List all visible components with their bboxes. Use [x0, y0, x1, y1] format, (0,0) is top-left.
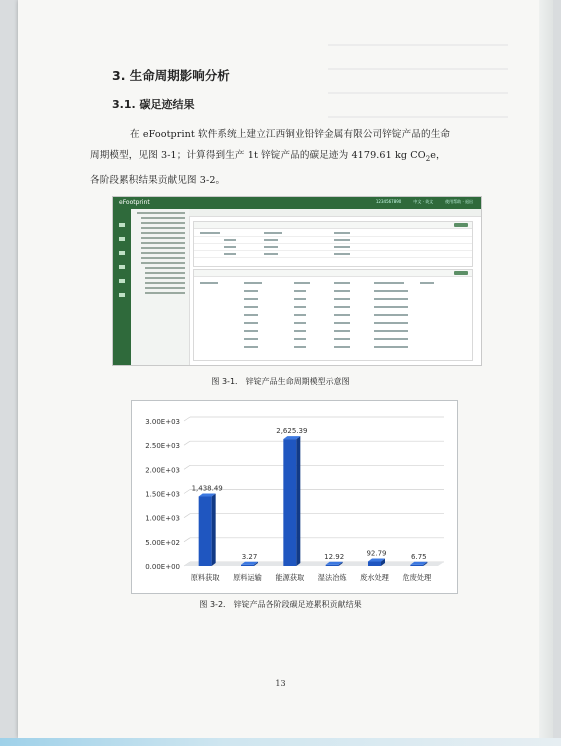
bar-side [296, 436, 300, 566]
chart-floor [184, 562, 444, 566]
gridline-depth [184, 417, 190, 421]
y-tick-label: 0.00E+00 [145, 563, 180, 571]
data-label: 12.92 [324, 552, 345, 561]
app-top-items [376, 199, 473, 205]
app-model-tree [131, 209, 190, 365]
app-logo: eFootprint [119, 199, 150, 206]
data-label: 2,625.39 [276, 427, 308, 436]
software-screenshot-figure [112, 196, 482, 366]
data-label: 92.79 [366, 549, 387, 558]
desk-edge [0, 738, 561, 746]
paragraph-line: 各阶段累积结果贡献见图 3-2。 [90, 174, 226, 186]
body-paragraph [90, 124, 490, 191]
bar [410, 565, 423, 566]
app-output-panel [193, 221, 473, 267]
data-label: 1,438.49 [191, 484, 223, 493]
subsection-heading: 3.1. 碳足迹结果 [112, 98, 195, 111]
paragraph-line-end: e， [430, 150, 446, 161]
y-tick-label: 1.00E+03 [145, 514, 180, 523]
data-label: 6.75 [411, 552, 427, 561]
gridline-depth [184, 514, 190, 518]
x-category-label: 废水处理 [360, 573, 389, 582]
y-tick-label: 3.00E+03 [145, 418, 180, 426]
paragraph-line: 在 eFootprint 软件系统上建立江西铜业铅锌金属有限公司锌锭产品的生命 [130, 129, 451, 140]
page-number: 13 [275, 679, 286, 688]
bar-side [212, 493, 216, 566]
section-heading: 3. 生命周期影响分析 [112, 68, 230, 83]
y-tick-label: 1.50E+03 [145, 490, 180, 499]
x-category-label: 能源获取 [275, 573, 305, 582]
bar-chart [132, 401, 457, 593]
app-top-bar [113, 197, 481, 209]
top-item: 使用帮助 · 退出 [445, 199, 473, 204]
x-category-label: 原料获取 [190, 573, 220, 582]
bar [368, 562, 381, 566]
x-category-label: 原料运输 [233, 573, 262, 582]
y-tick-label: 5.00E+02 [145, 538, 180, 547]
top-item: 1234567890 [375, 199, 402, 204]
document-page [18, 0, 541, 738]
paragraph-line: 周期模型，见图 3-1；计算得到生产 1t 锌锭产品的碳足迹为 4179.61 kg CO [90, 150, 426, 161]
data-label: 3.27 [241, 552, 258, 561]
top-item: 中文 · 英文 [413, 199, 434, 204]
bar [199, 496, 212, 566]
gridline-depth [184, 465, 190, 469]
figure-caption: 图 3-2． 锌锭产品各阶段碳足迹累积贡献结果 [199, 600, 362, 609]
y-tick-label: 2.50E+03 [145, 442, 180, 451]
bar-chart-figure [131, 400, 458, 594]
figure-caption: 图 3-1． 锌锭产品生命周期模型示意图 [211, 377, 350, 386]
gridline-depth [184, 538, 190, 542]
gridline-depth [184, 441, 190, 445]
page-edge [539, 0, 553, 738]
x-category-label: 湿法冶炼 [317, 573, 347, 582]
co2-subscript: 2 [425, 154, 431, 163]
app-sidebar [113, 209, 131, 365]
gridline-depth [184, 490, 190, 494]
bar [326, 565, 339, 566]
y-tick-label: 2.00E+03 [145, 466, 180, 475]
bar [283, 439, 296, 566]
x-category-label: 危废处理 [402, 573, 432, 582]
app-input-panel [193, 269, 473, 361]
app-tabs [189, 209, 481, 217]
bar [241, 565, 254, 566]
